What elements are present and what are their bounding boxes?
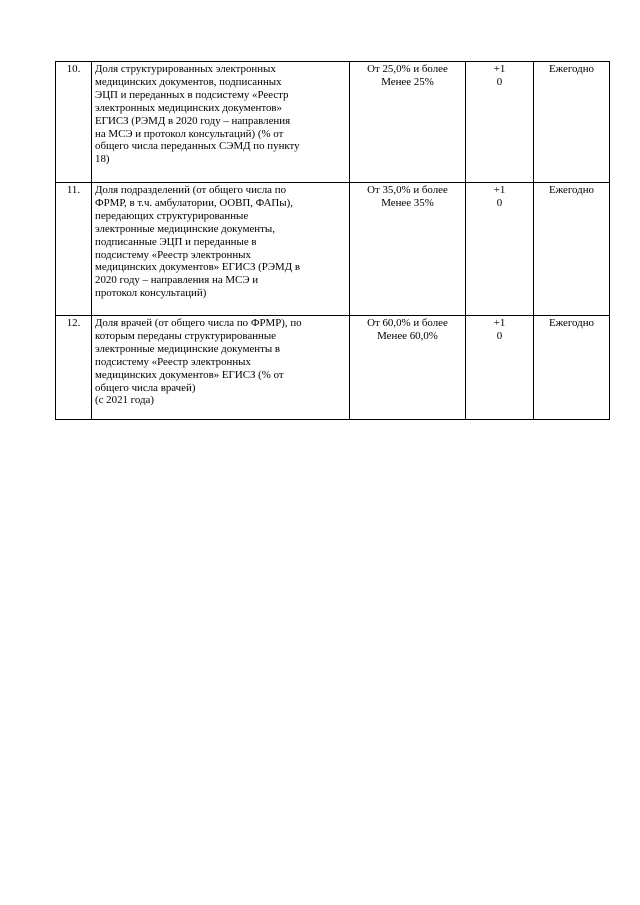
target-value-line: От 35,0% и более xyxy=(367,184,448,196)
indicator-name-line: медицинских документов, подписанных xyxy=(95,75,282,88)
reporting-period: Ежегодно xyxy=(534,183,610,316)
score-line: +1 xyxy=(493,317,506,329)
target-value xyxy=(350,62,466,183)
table-row xyxy=(56,62,610,183)
row-number: 12. xyxy=(56,316,92,420)
score xyxy=(466,316,534,420)
target-value-line: От 25,0% и более xyxy=(367,63,448,75)
indicator-name-line: Доля подразделений (от общего числа по xyxy=(95,184,287,196)
indicator-name-line: 2020 году – направления на МСЭ и xyxy=(95,274,259,287)
target-value xyxy=(350,316,466,420)
indicator-name-line: Доля врачей (от общего числа по ФРМР), по xyxy=(95,317,302,329)
score xyxy=(466,183,534,316)
indicator-name-line: электронные медицинские документы, xyxy=(95,222,275,235)
target-value-line: Менее 25% xyxy=(381,75,434,88)
target-value xyxy=(350,183,466,316)
indicator-name-line: которым переданы структурированные xyxy=(95,329,277,342)
score xyxy=(466,62,534,183)
score-line: +1 xyxy=(493,63,506,75)
row-number: 11. xyxy=(56,183,92,316)
indicator-name-line: ЕГИСЗ (РЭМД в 2020 году – направления xyxy=(95,114,291,127)
indicator-name-line: электронные медицинские документы в xyxy=(95,342,281,355)
score-line: 0 xyxy=(496,196,503,209)
indicator-name-line: подписанные ЭЦП и переданные в xyxy=(95,235,257,248)
indicator-name xyxy=(92,316,350,420)
indicator-name-line: на МСЭ и протокол консультаций) (% от xyxy=(95,127,284,140)
indicator-name-line: ЭЦП и переданных в подсистему «Реестр xyxy=(95,88,289,101)
indicator-name-line: медицинских документов» ЕГИСЗ (% от xyxy=(95,368,284,381)
table-row xyxy=(56,316,610,420)
score-line: 0 xyxy=(496,329,503,342)
indicator-name-line: Доля структурированных электронных xyxy=(95,63,276,75)
indicator-name-line: ФРМР, в т.ч. амбулатории, ООВП, ФАПы), xyxy=(95,196,293,209)
row-number: 10. xyxy=(56,62,92,183)
indicator-name-line: подсистему «Реестр электронных xyxy=(95,248,251,261)
indicators-table xyxy=(55,61,610,420)
indicator-name xyxy=(92,183,350,316)
target-value-line: От 60,0% и более xyxy=(367,317,448,329)
indicator-name-line: подсистему «Реестр электронных xyxy=(95,355,251,368)
indicator-name-line: (с 2021 года) xyxy=(95,394,155,407)
table-row xyxy=(56,183,610,316)
indicator-name-line: медицинских документов» ЕГИСЗ (РЭМД в xyxy=(95,261,301,274)
indicator-name-line: электронных медицинских документов» xyxy=(95,101,283,114)
indicator-name-line: общего числа врачей) xyxy=(95,381,196,394)
reporting-period: Ежегодно xyxy=(534,316,610,420)
target-value-line: Менее 35% xyxy=(381,196,434,209)
score-line: 0 xyxy=(496,75,503,88)
target-value-line: Менее 60,0% xyxy=(377,329,438,342)
indicator-name-line: 18) xyxy=(95,153,110,166)
indicator-name xyxy=(92,62,350,183)
reporting-period: Ежегодно xyxy=(534,62,610,183)
indicator-name-line: протокол консультаций) xyxy=(95,287,207,300)
score-line: +1 xyxy=(493,184,506,196)
indicator-name-line: передающих структурированные xyxy=(95,209,249,222)
indicator-name-line: общего числа переданных СЭМД по пункту xyxy=(95,140,300,153)
